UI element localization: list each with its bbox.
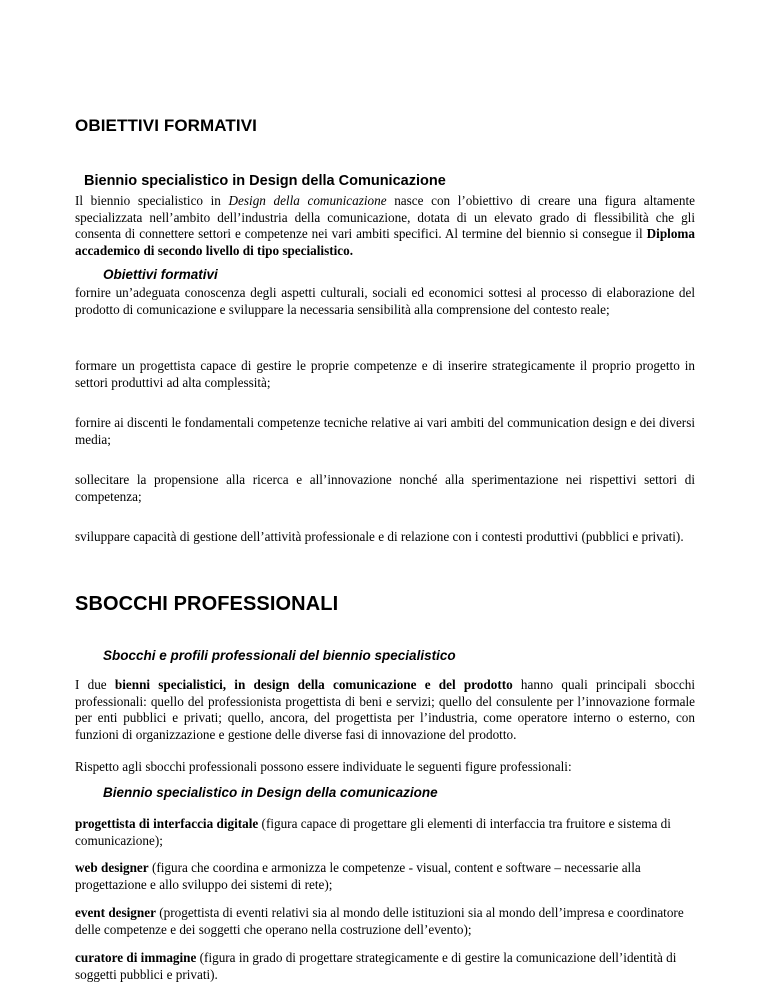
sbocchi-para-2 [75, 759, 695, 776]
para1-bold: bienni specialistici, in design della comunicazione e del prodotto [114, 677, 513, 692]
objective-item [75, 529, 695, 546]
intro-paragraph [75, 193, 695, 259]
profile-desc: (figura in grado di progettare strategicamente e di gestire la comunicazione dell’identità di soggetti pubblici e privati). [75, 950, 677, 982]
objective-item [75, 285, 695, 318]
profiles-heading: Biennio specialistico in Design della comunicazione [103, 785, 438, 800]
profile-desc: (figura capace di progettare gli elementi di interfaccia tra fruitore e sistema di comunicazione); [75, 816, 671, 848]
profile-name: curatore di immagine [75, 950, 197, 965]
objective-text-2: formare un progettista capace di gestire le proprie competenze e di inserire strategicamente il proprio progetto in settori produttivi ad alta complessità; [75, 358, 695, 390]
intro-bold: Diploma accademico di secondo livello di tipo specialistico. [75, 226, 695, 258]
para1-text-2: hanno quali principali sbocchi professionali: quello del professionista progettista di beni e servizi; quello del consulente per l’innovazione formale per enti pubblici e privati; quello, ancora, del progettista per l’industria, come operatore interno o esterno, con funzioni di organizzazione e gestione delle diverse fasi di innovazione del prodotto. [75, 677, 696, 742]
profile-item [75, 860, 695, 893]
profile-paragraph-4 [75, 950, 695, 983]
sbocchi-paragraph-1 [75, 677, 695, 743]
profile-desc: (progettista di eventi relativi sia al mondo delle istituzioni sia al mondo dell’impresa e coordinatore delle competenze e dei soggetti che operano nella costruzione dell’evento); [75, 905, 684, 937]
objectives-heading: Obiettivi formativi [103, 267, 218, 282]
profile-item [75, 905, 695, 938]
intro-block [75, 193, 695, 259]
objective-text-3: fornire ai discenti le fondamentali competenze tecniche relative ai vari ambiti del communication design e dei diversi media; [75, 415, 695, 447]
profile-item [75, 816, 695, 849]
intro-italic: Design della comunicazione [228, 193, 387, 208]
intro-text-2: nasce con l’obiettivo di creare una figura altamente specializzata nell’ambito dell’industria della comunicazione, dotata di un elevato grado di flessibilità che gli consenta di connettere settori e competenze nei vari ambiti specifici. Al termine del biennio si consegue il [75, 193, 695, 241]
objective-item [75, 472, 695, 505]
subtitle-block [84, 173, 704, 189]
profile-item [75, 950, 695, 983]
objective-item [75, 415, 695, 448]
heading-obiettivi-formativi: OBIETTIVI FORMATIVI [75, 116, 257, 135]
intro-text-1: Il biennio specialistico in [75, 193, 229, 208]
objective-text-5: sviluppare capacità di gestione dell’attività professionale e di relazione con i contesti produttivi (pubblici e privati). [75, 529, 684, 544]
profile-paragraph-3 [75, 905, 695, 938]
profile-name: event designer [75, 905, 156, 920]
para1-text-1: I due [75, 677, 115, 692]
profile-name: progettista di interfaccia digitale [75, 816, 259, 831]
sbocchi-subtitle-block [103, 648, 723, 663]
profile-name: web designer [75, 860, 149, 875]
sbocchi-paragraph-2: Rispetto agli sbocchi professionali possono essere individuate le seguenti figure professionali: [75, 759, 572, 774]
sbocchi-para-1 [75, 677, 695, 743]
objectives-heading-block [103, 267, 723, 282]
subtitle-biennio: Biennio specialistico in Design della Comunicazione [84, 173, 446, 189]
sbocchi-subtitle: Sbocchi e profili professionali del biennio specialistico [103, 648, 456, 663]
section-title-obiettivi [75, 116, 695, 136]
section-title-sbocchi [75, 593, 695, 616]
profile-desc: (figura che coordina e armonizza le competenze - visual, content e software – necessarie alla progettazione e allo sviluppo dei sistemi di rete); [75, 860, 641, 892]
heading-sbocchi-professionali: SBOCCHI PROFESSIONALI [75, 593, 339, 615]
profile-paragraph-1 [75, 816, 695, 849]
objective-item [75, 358, 695, 391]
objective-text-1: fornire un’adeguata conoscenza degli aspetti culturali, sociali ed economici sottesi al processo di elaborazione del prodotto di comunicazione e sviluppare la necessaria sensibilità alla comprensione del contesto reale; [75, 285, 695, 317]
profiles-heading-block [103, 785, 723, 800]
profile-paragraph-2 [75, 860, 695, 893]
objective-text-4: sollecitare la propensione alla ricerca e all’innovazione nonché alla sperimentazione nei rispettivi settori di competenza; [75, 472, 695, 504]
